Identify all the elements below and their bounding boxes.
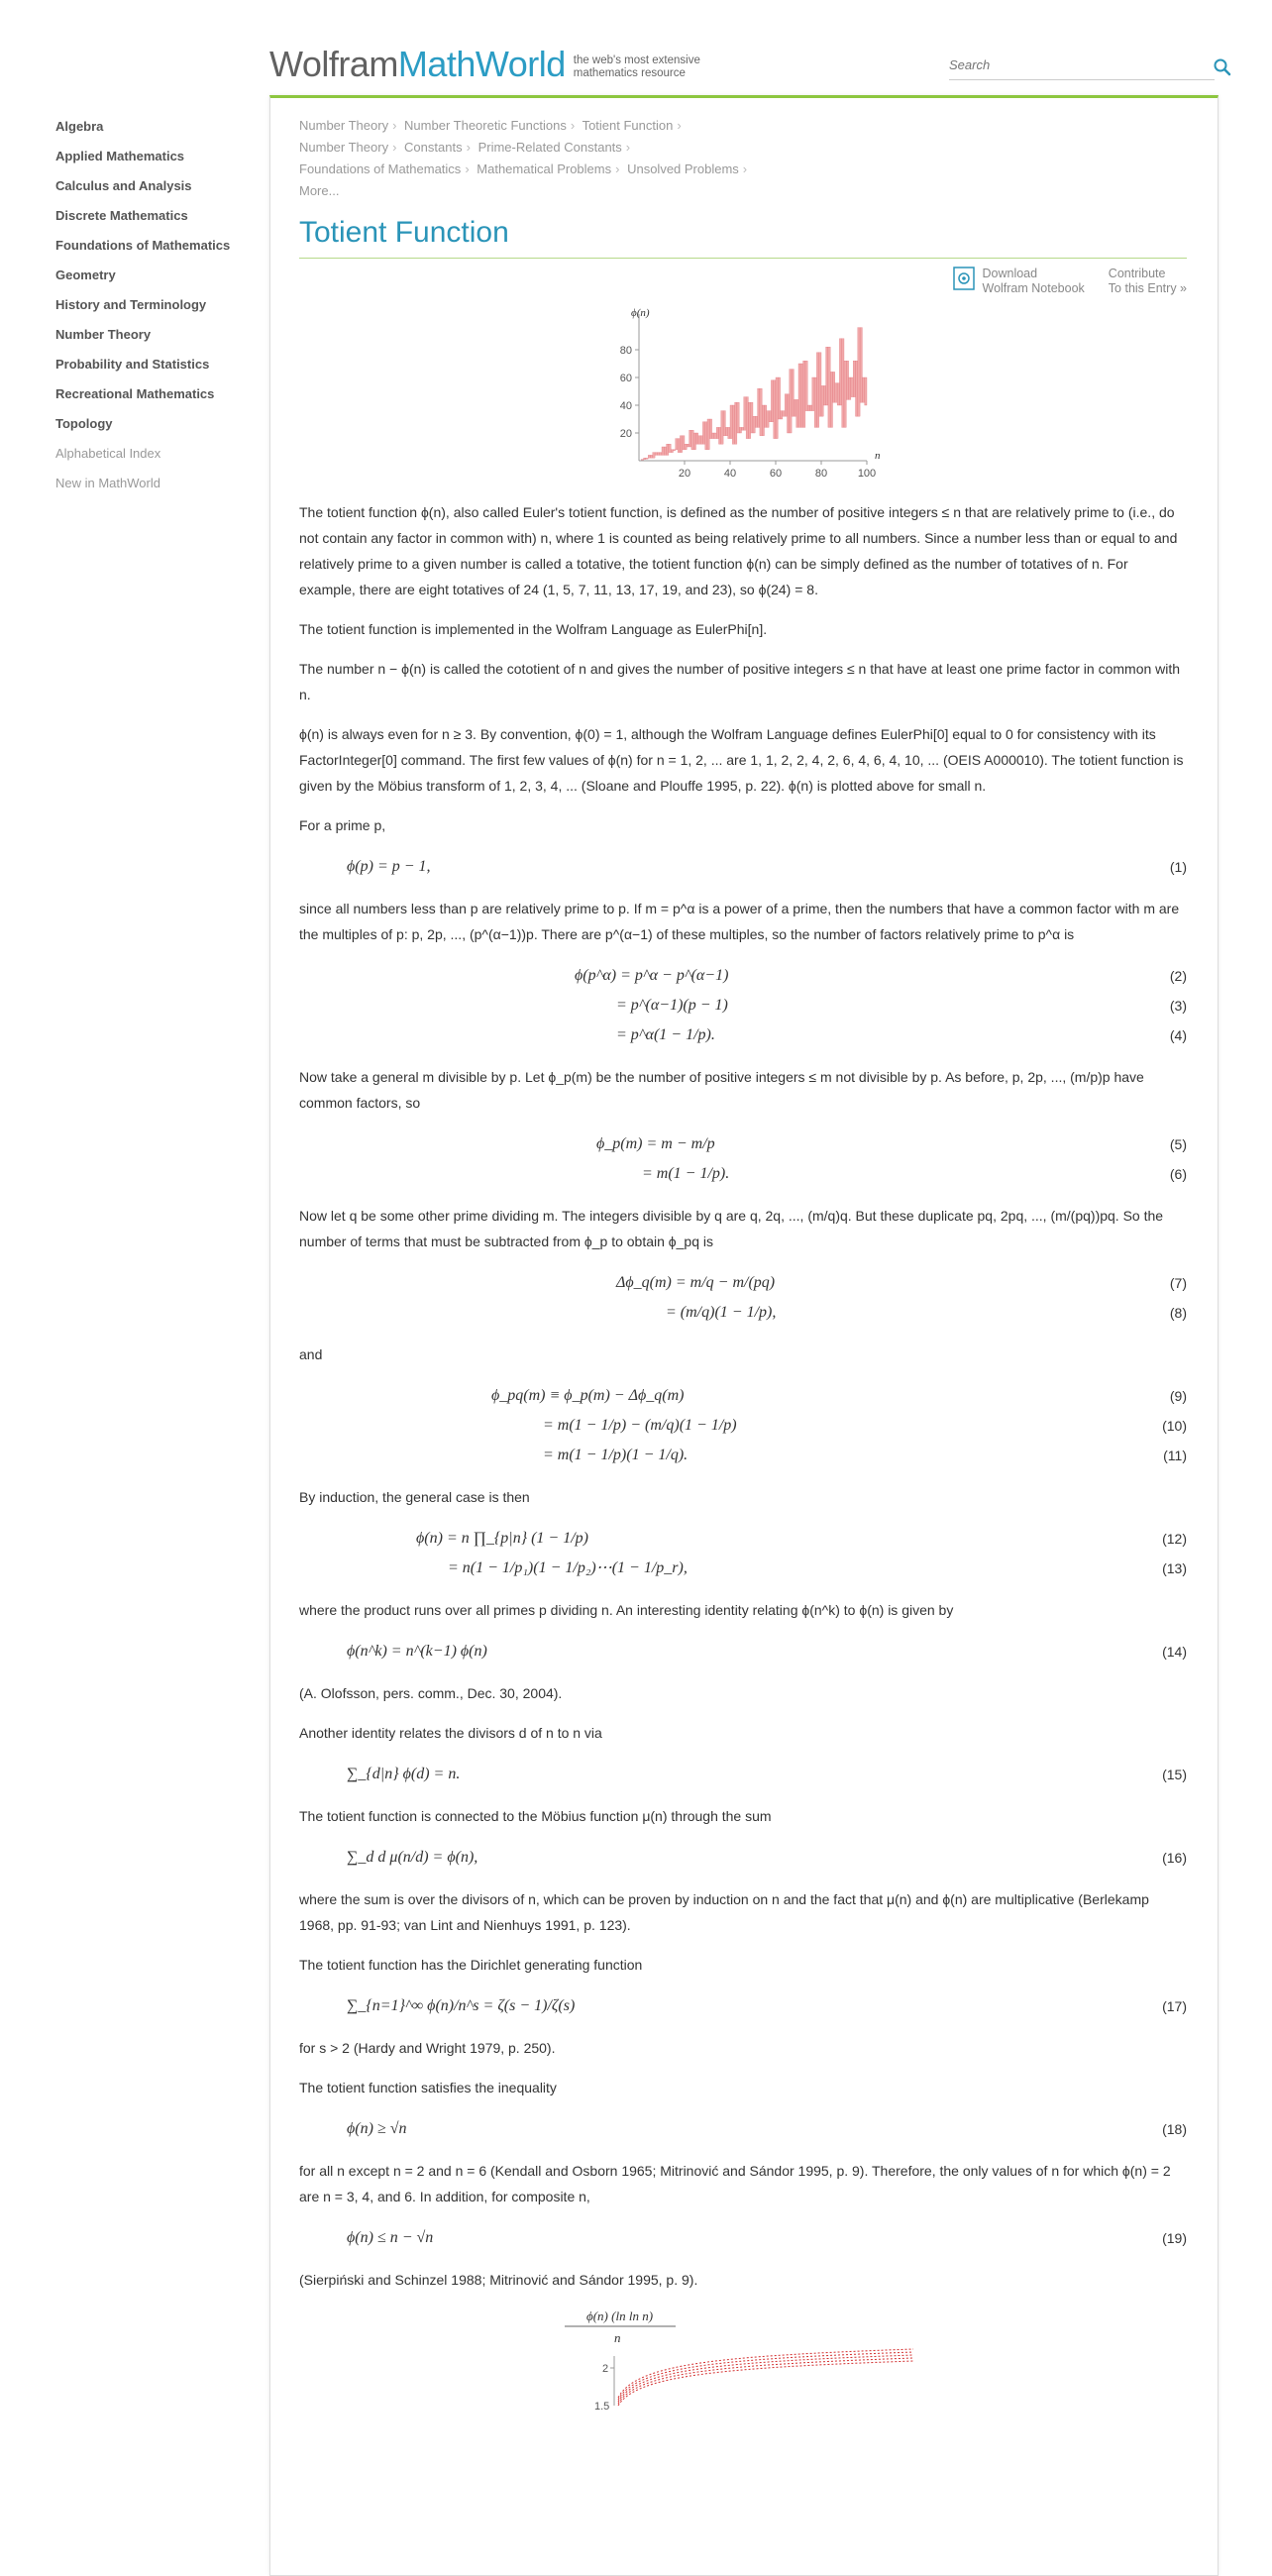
equation-row — [299, 1554, 1187, 1583]
chart-bar — [742, 427, 744, 430]
chart-bar — [735, 402, 737, 444]
fig2-label-top: ϕ(n) (ln ln n) — [586, 2308, 654, 2323]
sidebar-item-geometry[interactable]: Geometry — [55, 268, 116, 282]
chart-bar — [823, 385, 825, 405]
chart-bar — [655, 453, 657, 456]
equation-row — [299, 991, 1187, 1020]
chart-bar — [771, 380, 773, 422]
chart-bar — [865, 377, 867, 405]
paragraph: Now let q be some other prime dividing m. The integers divisible by q are q, 2q, ..., (m/q)q. But these duplicate pq, 2pq, ..., (m/(pq))pq. So the number of terms that must be subtracted from ϕ_p to obtain ϕ_pq is — [299, 1208, 1164, 1249]
chart-bar — [833, 372, 835, 402]
equation: ϕ_p(m) = m − m/p — [596, 1135, 715, 1152]
breadcrumb: Number Theory › Number Theoretic Functions › Totient Function › Number Theory › Constants › Prime-Related Constants › Foundations of Mathematics › Mathematical Problems › Unsolved Problems › More... — [299, 118, 748, 198]
chart-bar — [856, 361, 858, 416]
x-tick-label: 100 — [857, 468, 877, 480]
chart-bar — [853, 361, 855, 396]
paragraph: since all numbers less than p are relatively prime to p. If m = p^α is a power of a prime, then the numbers that have a common factor with m are the multiples of p: p, 2p, ..., (p^(α−1))p. There are p^(α−1) of these multiples, so the number of factors relatively prime to p^α is — [299, 901, 1180, 942]
paragraph: ϕ(n) is always even for n ≥ 3. By convention, ϕ(0) = 1, although the Wolfram Language defines EulerPhi[0] equal to 0 for consistency with its FactorInteger[0] command. The first few values of ϕ(n) for n = 1, 2, ... are 1, 1, 2, 2, 4, 2, 6, 4, 6, 4, 10, ... (OEIS A000010). The totient function is given by the Möbius transform of 1, 2, 3, 4, ... (Sloane and Plouffe 1995, p. 22). ϕ(n) is plotted above for small n. — [299, 726, 1184, 794]
equation-row — [299, 1129, 1187, 1159]
chart-bar — [794, 399, 795, 416]
y-axis-label: ϕ(n) — [631, 307, 650, 319]
download-sublabel: Wolfram Notebook — [982, 281, 1085, 295]
chart-bar — [728, 427, 730, 438]
chart-bar — [807, 405, 809, 411]
equation-number: (18) — [1162, 2121, 1187, 2137]
chart-bar — [712, 433, 714, 439]
chart-bar — [676, 439, 678, 450]
chart-bar — [858, 328, 860, 417]
contribute-link[interactable] — [1109, 267, 1187, 296]
chart-bar — [851, 377, 853, 397]
paragraph: Now take a general m divisible by p. Let ϕ_p(m) be the number of positive integers ≤ m not divisible by p. As before, p, 2p, ..., (m/p)p have common factors, so — [299, 1069, 1144, 1111]
equation-number: (16) — [1162, 1850, 1187, 1866]
sidebar-item-algebra[interactable]: Algebra — [55, 119, 104, 134]
chart-bar — [814, 377, 816, 427]
chart-bar — [687, 444, 689, 447]
chart-bar — [860, 328, 862, 403]
equation-row — [299, 961, 1187, 991]
sidebar-item-number-theory[interactable]: Number Theory — [55, 327, 152, 342]
sidebar — [55, 115, 273, 501]
chart-bar — [667, 444, 669, 455]
chart-bar — [826, 347, 828, 405]
equation: ∑_{d|n} ϕ(d) = n. — [347, 1766, 461, 1782]
equation-row — [299, 1381, 1187, 1411]
sidebar-item-probability-and-statistics[interactable]: Probability and Statistics — [55, 357, 210, 372]
chart-bar — [746, 397, 748, 439]
chart-bar — [674, 450, 676, 451]
equation-row — [299, 1441, 1187, 1470]
main-content — [299, 115, 1187, 2413]
equation: ϕ(p^α) = p^α − p^(α−1) — [575, 967, 729, 984]
chart-bar — [721, 411, 723, 445]
chart-bar — [830, 372, 832, 427]
chart-bar — [762, 405, 764, 436]
equation: = m(1 − 1/p) − (m/q)(1 − 1/p) — [543, 1417, 737, 1434]
chart-bar — [803, 361, 805, 427]
logo[interactable] — [269, 46, 712, 85]
equation-row — [299, 1760, 1187, 1789]
chart-bar — [671, 450, 673, 453]
chart-bar — [796, 399, 798, 427]
chart-bar — [805, 361, 807, 410]
y-tick-label: 40 — [619, 400, 632, 412]
paragraph: The totient function is connected to the Möbius function μ(n) through the sum — [299, 1808, 772, 1824]
paragraph: where the product runs over all primes p dividing n. An interesting identity relating ϕ(n^k) to ϕ(n) is given by — [299, 1602, 954, 1618]
y-tick-label: 60 — [619, 373, 632, 384]
contribute-sublabel: To this Entry » — [1108, 281, 1187, 295]
equation-number: (15) — [1162, 1767, 1187, 1782]
chart-bar — [725, 427, 727, 435]
fig2-ytick: 2 — [602, 2363, 609, 2375]
equation-number: (13) — [1162, 1560, 1187, 1576]
chart-bar — [678, 439, 680, 453]
breadcrumb-link[interactable]: Number Theory — [299, 118, 389, 133]
equation: ϕ(n) ≥ √n — [347, 2120, 407, 2137]
equation-row — [299, 852, 1187, 882]
equation: ϕ(n) ≤ n − √n — [347, 2229, 434, 2246]
chart-bar — [662, 447, 664, 455]
breadcrumb-more[interactable]: More... — [299, 183, 340, 198]
chart-bar — [790, 370, 792, 433]
fig2-label-bottom: n — [614, 2330, 621, 2345]
paragraph: (Sierpiński and Schinzel 1988; Mitrinović and Sándor 1995, p. 9). — [299, 2272, 698, 2288]
paragraph: where the sum is over the divisors of n, which can be proven by induction on n and the fact that μ(n) and ϕ(n) are multiplicative (Berlekamp 1968, pp. 91-93; van Lint and Nienhuys 1991, p. 123). — [299, 1891, 1149, 1933]
chart-bar — [753, 416, 755, 433]
chart-bar — [835, 383, 837, 403]
equation-row — [299, 1637, 1187, 1666]
equation-number: (3) — [1169, 998, 1187, 1014]
chart-bar — [758, 388, 760, 427]
chart-bar — [774, 380, 776, 439]
chart-bar — [846, 361, 848, 399]
equation: = p^α(1 − 1/p). — [616, 1026, 715, 1043]
equation-row — [299, 1020, 1187, 1050]
chart-bar — [660, 453, 662, 456]
chart-bar — [707, 419, 709, 450]
chart-bar — [760, 388, 762, 436]
totient-lnln-plot — [299, 2307, 1187, 2413]
equation-row — [299, 1298, 1187, 1328]
chart-bar — [691, 430, 693, 450]
chart-bar — [810, 405, 812, 411]
chart-bar — [716, 427, 718, 438]
paragraph: Another identity relates the divisors d of n to n via — [299, 1725, 602, 1741]
chart-bar — [819, 353, 821, 416]
equation-row — [299, 2223, 1187, 2253]
paragraph: The totient function ϕ(n), also called Euler's totient function, is defined as the number of positive integers ≤ n that are relatively prime to (i.e., do not contain any factor in common with) n, where 1 is counted as being relatively prime to all numbers. Since a number less than or equal to and relatively prime to a given number is called a totative, the totient function ϕ(n) can be simply defined as the number of totatives of n. For example, there are eight totatives of 24 (1, 5, 7, 11, 13, 17, 19, and 23), so ϕ(24) = 8. — [299, 504, 1178, 597]
logo-wolfram: Wolfram — [269, 44, 398, 84]
totient-plot — [599, 302, 887, 485]
chart-bar — [812, 377, 814, 411]
sidebar-item-new-in-mathworld[interactable]: New in MathWorld — [55, 476, 160, 490]
chart-bar — [705, 422, 707, 450]
paragraph: For a prime p, — [299, 817, 386, 833]
chart-bar — [653, 453, 655, 459]
equation: = (m/q)(1 − 1/p), — [666, 1304, 777, 1321]
chart-bar — [828, 347, 830, 427]
sidebar-item-topology[interactable]: Topology — [55, 416, 113, 431]
equation-row — [299, 1268, 1187, 1298]
chart-bar — [776, 377, 778, 439]
search-icon[interactable] — [1213, 57, 1232, 77]
chart-bar — [785, 394, 787, 416]
equation-number: (9) — [1169, 1388, 1187, 1404]
chart-bar — [839, 339, 841, 405]
chart-bar — [798, 364, 800, 427]
paragraph: By induction, the general case is then — [299, 1489, 530, 1505]
chart-bar — [781, 411, 783, 419]
chart-bar — [769, 411, 771, 422]
sidebar-item-calculus-and-analysis[interactable]: Calculus and Analysis — [55, 178, 192, 193]
chart-bar — [732, 405, 734, 444]
chart-bar — [641, 460, 643, 461]
paragraph: The totient function is implemented in the Wolfram Language as EulerPhi[n]. — [299, 621, 768, 637]
chart-bar — [744, 397, 746, 431]
search-input[interactable] — [949, 55, 1177, 74]
equation: ϕ(n^k) = n^(k−1) ϕ(n) — [347, 1643, 487, 1660]
chart-bar — [842, 339, 844, 428]
fig2-ytick: 1.5 — [594, 2401, 610, 2413]
chart-bar — [800, 364, 802, 427]
chart-bar — [767, 411, 769, 428]
paragraph: for s > 2 (Hardy and Wright 1979, p. 250). — [299, 2040, 556, 2056]
equation: = n(1 − 1/p₁)(1 − 1/p₂)⋯(1 − 1/p_r), — [448, 1559, 688, 1576]
equation-number: (14) — [1162, 1644, 1187, 1660]
equation-number: (2) — [1169, 968, 1187, 984]
chart-bar — [719, 427, 721, 444]
chart-bar — [648, 455, 650, 458]
chart-bar — [748, 402, 750, 438]
chart-bar — [821, 385, 823, 416]
x-tick-label: 60 — [769, 468, 783, 480]
fig2-curves — [618, 2349, 913, 2406]
equation-row — [299, 1843, 1187, 1873]
chart-bar — [685, 444, 687, 450]
x-tick-label: 40 — [723, 468, 737, 480]
chart-bar — [646, 458, 648, 459]
equation-number: (7) — [1169, 1275, 1187, 1291]
chart-bar — [862, 377, 864, 402]
entry-tools — [299, 267, 1187, 296]
breadcrumb-link[interactable]: Number Theoretic Functions — [404, 118, 567, 133]
equation-number: (17) — [1162, 1998, 1187, 2014]
chart-bar — [778, 377, 780, 419]
logo-tagline: the web's most extensive mathematics resource — [573, 54, 700, 79]
equation-row — [299, 1411, 1187, 1441]
fig2-curve — [618, 2361, 913, 2406]
chart-bar — [816, 353, 818, 428]
y-tick-label: 80 — [619, 345, 632, 357]
equation: Δϕ_q(m) = m/q − m/(pq) — [616, 1274, 776, 1291]
chart-bar — [751, 402, 753, 433]
chart-bar — [644, 458, 646, 459]
paragraph: and — [299, 1346, 323, 1362]
paragraph: The number n − ϕ(n) is called the cototient of n and gives the number of positive integers ≤ n that have at least one prime factor in common with n. — [299, 661, 1181, 702]
chart-bar — [693, 433, 695, 450]
sidebar-item-history-and-terminology[interactable]: History and Terminology — [55, 297, 207, 312]
sidebar-item-alphabetical-index[interactable]: Alphabetical Index — [55, 446, 161, 461]
chart-bar — [849, 377, 851, 399]
x-tick-label: 20 — [678, 468, 691, 480]
breadcrumb-link[interactable]: Totient Function — [582, 118, 674, 133]
equation: = m(1 − 1/p). — [642, 1165, 730, 1182]
chart-bar — [730, 405, 732, 439]
breadcrumb-link[interactable]: Unsolved Problems — [627, 161, 739, 176]
equation-row — [299, 1524, 1187, 1554]
equation: ∑_d d μ(n/d) = ϕ(n), — [347, 1849, 478, 1866]
chart-bar — [698, 436, 700, 444]
breadcrumb-link[interactable]: Number Theory — [299, 140, 389, 155]
x-axis-label: n — [875, 450, 881, 462]
chart-bar — [737, 402, 739, 433]
equation: = m(1 − 1/p)(1 − 1/q). — [543, 1447, 689, 1463]
chart-bar — [765, 405, 767, 427]
paragraph: The totient function satisfies the inequality — [299, 2080, 557, 2095]
paragraph: (A. Olofsson, pers. comm., Dec. 30, 2004). — [299, 1685, 563, 1701]
equation-number: (4) — [1169, 1027, 1187, 1043]
sidebar-item-applied-mathematics[interactable]: Applied Mathematics — [55, 149, 185, 163]
breadcrumb-link[interactable]: Prime-Related Constants — [477, 140, 622, 155]
equation-row — [299, 1159, 1187, 1189]
download-notebook-link[interactable] — [953, 267, 1085, 296]
equation: ϕ_pq(m) ≡ ϕ_p(m) − Δϕ_q(m) — [491, 1387, 685, 1404]
equation-number: (19) — [1162, 2230, 1187, 2246]
equation-number: (10) — [1162, 1418, 1187, 1434]
chart-bar — [755, 416, 757, 427]
y-tick-label: 20 — [619, 428, 632, 440]
chart-bar — [664, 447, 666, 455]
x-tick-label: 80 — [814, 468, 828, 480]
chart-bar — [700, 436, 702, 444]
chart-bar — [696, 433, 698, 444]
chart-bar — [844, 361, 846, 427]
chart-bar — [714, 433, 716, 439]
fig2-curve — [618, 2358, 913, 2404]
equation-number: (11) — [1163, 1448, 1187, 1463]
chart-bar — [783, 411, 785, 417]
chart-bar — [723, 411, 725, 436]
equation-row — [299, 2114, 1187, 2144]
search-box — [949, 55, 1215, 80]
equation-number: (6) — [1169, 1166, 1187, 1182]
equation-number: (1) — [1169, 859, 1187, 875]
notebook-icon — [953, 267, 975, 290]
breadcrumb-link[interactable]: Constants — [404, 140, 463, 155]
chart-bar — [788, 394, 790, 433]
paragraph: The totient function has the Dirichlet generating function — [299, 1957, 643, 1973]
equation: = p^(α−1)(p − 1) — [616, 997, 728, 1014]
sidebar-item-foundations-of-mathematics[interactable]: Foundations of Mathematics — [55, 238, 231, 253]
breadcrumb-link[interactable]: Mathematical Problems — [477, 161, 612, 176]
chart-bar — [837, 383, 839, 405]
chart-bar — [792, 370, 794, 417]
download-label: Download — [982, 267, 1038, 280]
chart-bar — [669, 444, 671, 452]
equation: ϕ(n) = n ∏_{p|n} (1 − 1/p) — [416, 1530, 588, 1547]
sidebar-item-recreational-mathematics[interactable]: Recreational Mathematics — [55, 386, 215, 401]
breadcrumb-link[interactable]: Foundations of Mathematics — [299, 161, 462, 176]
equation: ϕ(p) = p − 1, — [347, 858, 431, 875]
chart-bar — [739, 427, 741, 433]
equation-number: (5) — [1169, 1136, 1187, 1152]
equation-row — [299, 1991, 1187, 2021]
equation: ∑_{n=1}^∞ ϕ(n)/n^s = ζ(s − 1)/ζ(s) — [347, 1997, 576, 2014]
page-title: Totient Function — [299, 220, 1187, 259]
chart-bar — [709, 419, 711, 439]
equation-number: (8) — [1169, 1305, 1187, 1321]
logo-mathworld: MathWorld — [397, 44, 566, 84]
chart-bar — [657, 453, 659, 456]
paragraph: for all n except n = 2 and n = 6 (Kendall and Osborn 1965; Mitrinović and Sándor 1995, p. 9). Therefore, the only values of n for which ϕ(n) = 2 are n = 3, 4, and 6. In addition, for composite n, — [299, 2163, 1171, 2204]
contribute-label: Contribute — [1108, 267, 1166, 280]
chart-bar — [683, 436, 685, 450]
chart-bar — [702, 422, 704, 444]
equation-number: (12) — [1162, 1531, 1187, 1547]
chart-bar — [680, 436, 682, 453]
chart-bar — [651, 455, 653, 458]
sidebar-item-discrete-mathematics[interactable]: Discrete Mathematics — [55, 208, 188, 223]
chart-bar — [689, 430, 691, 447]
